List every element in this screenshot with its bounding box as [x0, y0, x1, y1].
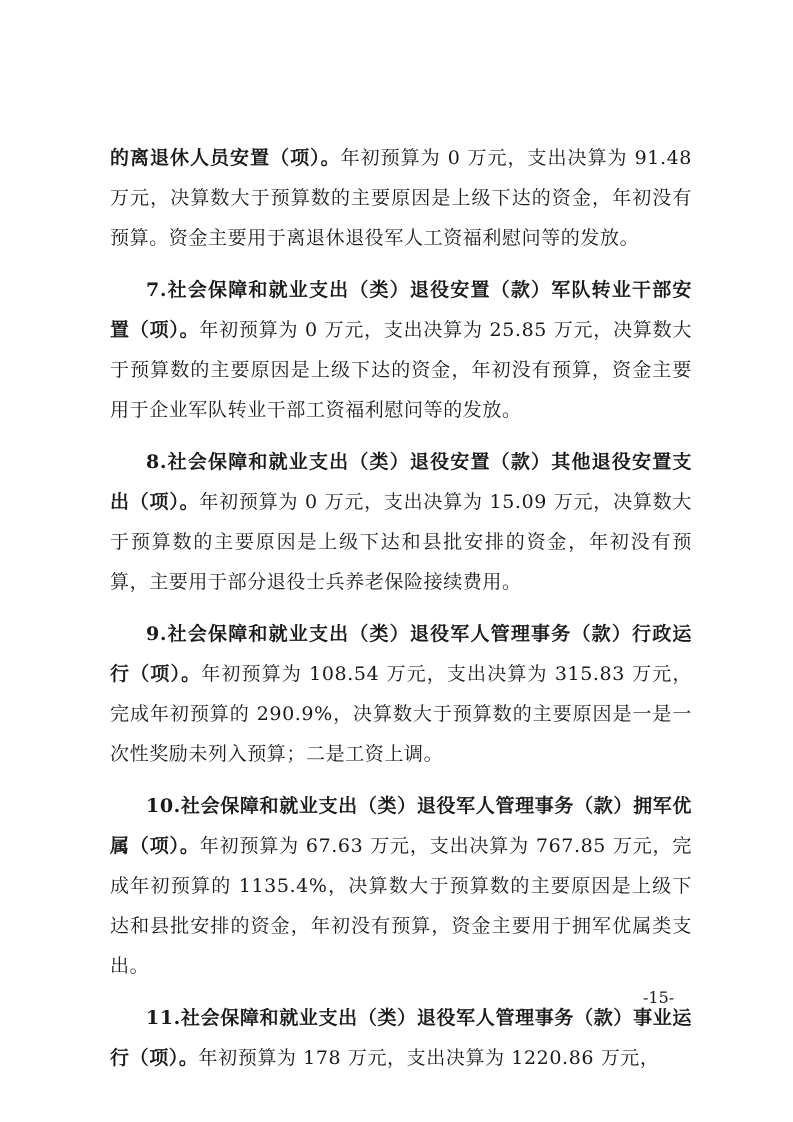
paragraph-item-9 — [110, 614, 692, 774]
paragraph-heading: 11.社会保障和就业支出（类）退役军人管理事务（款）事业运行（项）。 — [110, 1007, 692, 1069]
paragraph-text: 年初预算为 0 万元，支出决算为 25.85 万元，决算数大于预算数的主要原因是上级下达的资金，年初没有预算，资金主要用于企业军队转业干部工资福利慰问等的发放。 — [110, 319, 692, 421]
paragraph-item-7 — [110, 270, 692, 430]
paragraph-heading: 7.社会保障和就业支出（类）退役安置（款）军队转业干部安置（项）。 — [110, 279, 692, 341]
paragraph-retiree-placement — [110, 138, 692, 258]
paragraph-heading: 9.社会保障和就业支出（类）退役军人管理事务（款）行政运行（项）。 — [110, 623, 692, 685]
paragraph-text: 年初预算为 108.54 万元，支出决算为 315.83 万元，完成年初预算的 290.9%，决算数大于预算数的主要原因是一是一次性奖励未列入预算；二是工资上调。 — [110, 663, 692, 765]
document-body — [110, 138, 692, 1090]
paragraph-item-8 — [110, 442, 692, 602]
paragraph-heading: 10.社会保障和就业支出（类）退役军人管理事务（款）拥军优属（项）。 — [110, 795, 692, 857]
page-number: -15- — [643, 988, 675, 1007]
paragraph-text: 年初预算为 178 万元，支出决算为 1220.86 万元， — [198, 1047, 660, 1069]
paragraph-item-11 — [110, 998, 692, 1078]
paragraph-item-10 — [110, 786, 692, 986]
paragraph-heading: 8.社会保障和就业支出（类）退役安置（款）其他退役安置支出（项）。 — [110, 451, 692, 513]
paragraph-text: 年初预算为 0 万元，支出决算为 91.48 万元，决算数大于预算数的主要原因是上级下达的资金，年初没有预算。资金主要用于离退休退役军人工资福利慰问等的发放。 — [110, 147, 692, 249]
paragraph-text: 年初预算为 0 万元，支出决算为 15.09 万元，决算数大于预算数的主要原因是上级下达和县批安排的资金，年初没有预算，主要用于部分退役士兵养老保险接续费用。 — [110, 491, 692, 593]
paragraph-heading: 的离退休人员安置（项）。 — [110, 147, 341, 169]
paragraph-text: 年初预算为 67.63 万元，支出决算为 767.85 万元，完成年初预算的 1135.4%，决算数大于预算数的主要原因是上级下达和县批安排的资金，年初没有预算，资金主要用于拥军优属类支出。 — [110, 835, 692, 977]
